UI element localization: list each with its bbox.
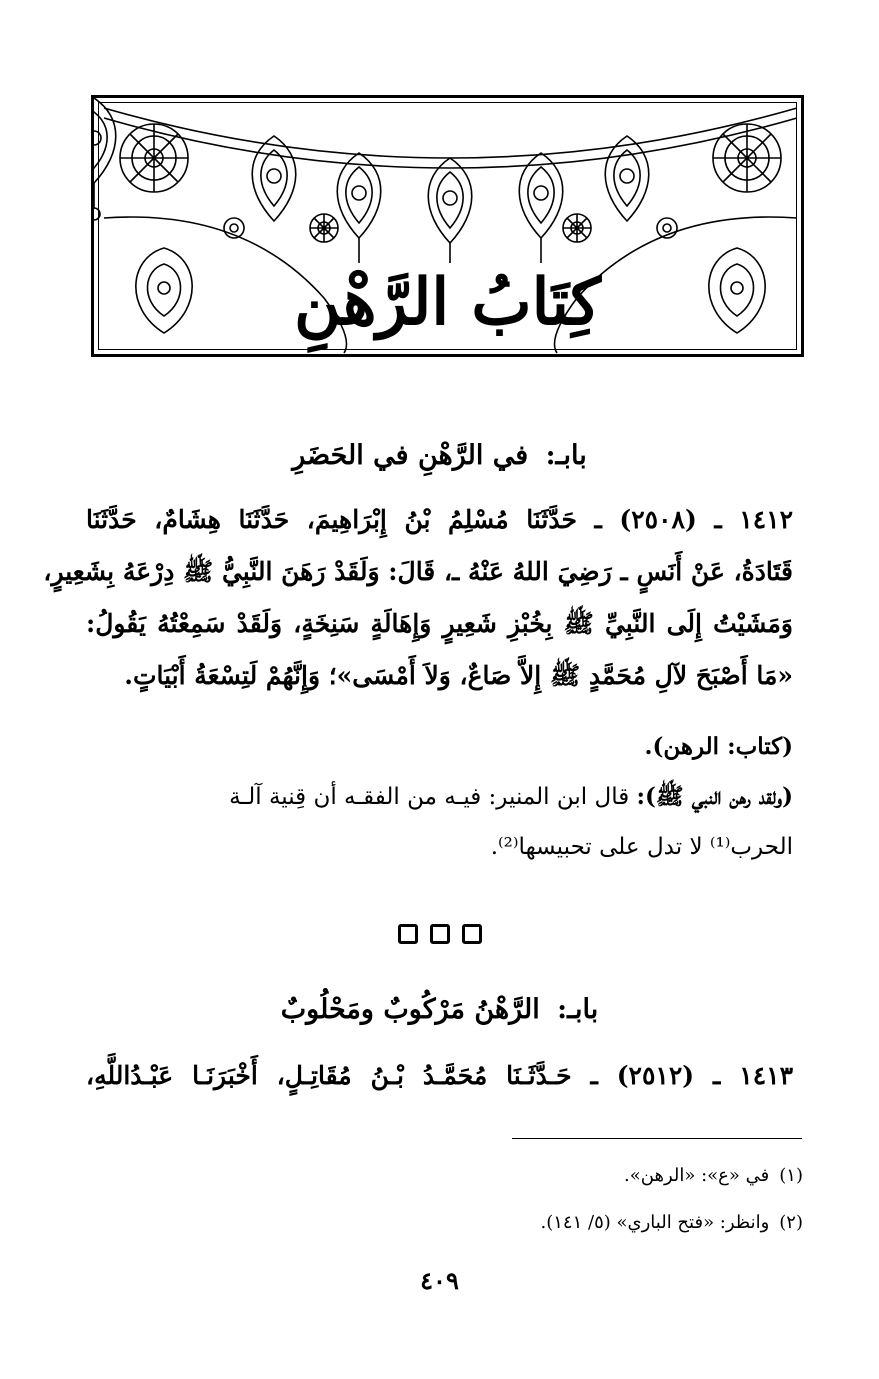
chapter-title: في الرَّهْنِ في الحَضَرِ xyxy=(292,440,529,471)
ornamental-header-frame xyxy=(91,95,804,357)
chapter-title: الرَّهْنُ مَرْكُوبٌ ومَحْلُوبٌ xyxy=(280,994,540,1025)
square-ornament-icon xyxy=(462,924,482,944)
hadith-line: «مَا أَصْبَحَ لآلِ مُحَمَّدٍ ﷺ إِلاَّ صَاعٌ، وَلاَ أَمْسَى»؛ وَإِنَّهُمْ لَتِسْعَةُ أَبْيَاتٍ. xyxy=(124,661,793,690)
commentary-line: (كتاب: الرهن). xyxy=(644,733,793,760)
bab-label: بابـ: xyxy=(557,994,599,1025)
footnote-number: (١) xyxy=(779,1165,803,1186)
section-separator xyxy=(0,924,879,948)
commentary-quote: (ولقد رهن النبي ﷺ): xyxy=(636,783,793,810)
commentary-block xyxy=(86,722,793,872)
book-title: كِتَابُ الرَّهْنِ xyxy=(294,265,601,340)
square-ornament-icon xyxy=(398,924,418,944)
hadith-line: ١٤١٢ ـ (٢٥٠٨) ـ حَدَّثَنَا مُسْلِمُ بْنُ إِبْرَاهِيمَ، حَدَّثَنَا هِشَامٌ، حَدَّثَنَا xyxy=(86,505,793,534)
page-number: ٤٠٩ xyxy=(420,1266,459,1295)
hadith-text-1413 xyxy=(86,1050,793,1102)
bab-label: بابـ: xyxy=(545,440,587,471)
hadith-line: وَمَشَيْتُ إِلَى النَّبِيِّ ﷺ بِخُبْزِ شَعِيرٍ وَإِهَالَةٍ سَنِخَةٍ، وَلَقَدْ سَمِعْتُهُ يَقُولُ: xyxy=(86,609,793,638)
chapter-heading-2 xyxy=(80,990,799,1030)
square-ornament-icon xyxy=(430,924,450,944)
hadith-text-1412 xyxy=(43,494,793,702)
footnote-text: في «ع»: «الرهن». xyxy=(624,1165,770,1186)
chapter-heading-1 xyxy=(80,436,799,476)
hadith-line: ١٤١٣ ـ (٢٥١٢) ـ حَـدَّثَـنَا مُحَمَّـدُ بْـنُ مُقَاتِـلٍ، أَخْبَرَنَـا عَبْـدُاللَّهِ، xyxy=(86,1061,793,1090)
footnote-text: وانظر: «فتح الباري» (٥/ ١٤١). xyxy=(540,1212,770,1233)
footnote-2 xyxy=(541,1207,803,1239)
footnote-divider xyxy=(512,1138,802,1139)
hadith-line: قَتَادَةُ، عَنْ أَنَسٍ ـ رَضِيَ اللهُ عَنْهُ ـ، قَالَ: وَلَقَدْ رَهَنَ النَّبِيُّ ﷺ دِرْعَهُ بِشَعِيرٍ، xyxy=(43,557,793,586)
footnote-1 xyxy=(624,1160,803,1192)
commentary-text: قال ابن المنير: فيـه من الفقـه أن قِنية آلـة xyxy=(229,784,637,810)
commentary-line xyxy=(86,772,793,822)
footnote-number: (٢) xyxy=(779,1212,803,1233)
commentary-line: الحرب⁽¹⁾ لا تدل على تحبيسها⁽²⁾. xyxy=(490,834,793,860)
